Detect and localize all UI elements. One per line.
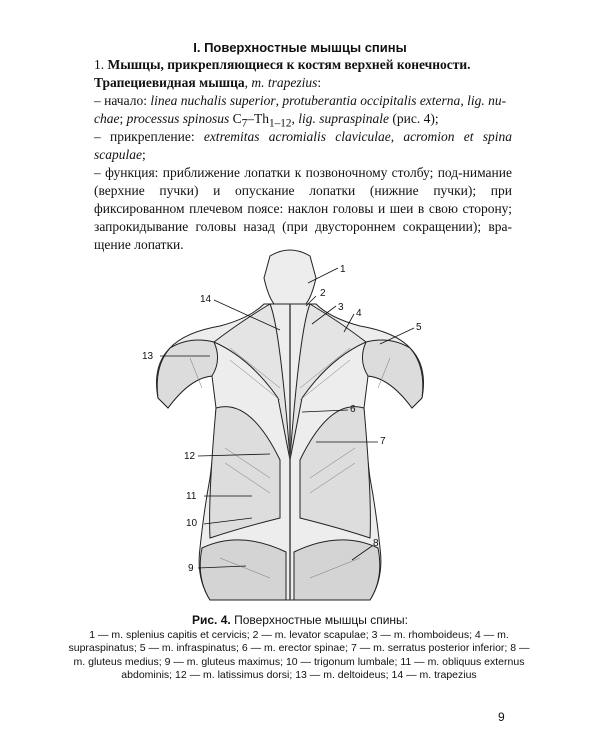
- insertion-sep: ,: [390, 129, 404, 144]
- origin-sep: ;: [119, 111, 127, 126]
- origin-ref: (рис. 4);: [389, 111, 439, 126]
- section-heading: I. Поверхностные мышцы спины: [193, 40, 407, 55]
- callout-label: 7: [380, 436, 386, 447]
- vertebra-c-sub: 7: [241, 117, 248, 130]
- vertebra-c: C: [229, 111, 242, 126]
- origin-term: chae: [94, 111, 120, 126]
- right-gluteus: [294, 540, 380, 600]
- back-muscles-illustration: [130, 248, 450, 608]
- origin-term: lig. supraspinale: [298, 111, 390, 126]
- insertion-label: – прикрепление:: [94, 129, 204, 144]
- figure-caption-legend: 1 — m. splenius capitis et cervicis; 2 — m. levator scapulae; 3 — m. rhomboideus; 4 — m. supraspinatus; 5 — m. infraspinatus; 6 — m. erector spinae; 7 — m. serratus posterior inferior; 8 — m. gluteus medius; 9 — m. gluteus maximus; 10 — trigonum lumbale; 11 — m. obliquus externus abdominis; 12 — m. latissimus dorsi; 13 — m. deltoideus; 14 — m. trapezius: [68, 629, 530, 682]
- callout-label: 8: [373, 538, 379, 549]
- subsection-heading: [94, 56, 512, 74]
- origin-term: processus spinosus: [126, 111, 230, 126]
- right-deltoid: [362, 340, 422, 408]
- subsection-number: 1.: [94, 57, 105, 72]
- vertebra-th: –Th: [247, 111, 270, 126]
- callout-label: 9: [188, 563, 194, 574]
- origin-term: lig. nu-: [467, 93, 507, 108]
- figure-label: Рис. 4.: [192, 613, 231, 627]
- callout-label: 14: [200, 294, 212, 305]
- callout-label: 1: [340, 264, 346, 275]
- callout-label: 10: [186, 518, 198, 529]
- function-paragraph: – функция: приближение лопатки к позвоночному столбу; под-нимание (верхние пучки) и опускание лопатки (нижние пучки); при фиксированном плечевом поясе: наклон головы и шеи в свою сторону; запрокидывание головы назад (при двустороннем сокращении); вра-щение лопатки.: [94, 165, 512, 252]
- vertebra-th-sub: 1–12: [269, 117, 292, 130]
- insertion-term: et spina scapulae: [94, 129, 512, 162]
- head-outline: [264, 250, 316, 304]
- origin-label: – начало:: [94, 93, 151, 108]
- anatomy-drawing: [157, 250, 424, 600]
- muscle-title: [94, 74, 512, 92]
- callout-label: 12: [184, 451, 196, 462]
- figure-title: Поверхностные мышцы спины:: [230, 613, 408, 627]
- page-number: 9: [498, 710, 505, 724]
- insertion-paragraph: [94, 128, 512, 164]
- origin-sep: ,: [460, 93, 468, 108]
- callout-label: 13: [142, 351, 154, 362]
- insertion-sep: ;: [142, 147, 146, 162]
- callout-label: 6: [350, 404, 356, 415]
- origin-paragraph: [94, 92, 512, 133]
- figure-caption-title: [0, 613, 600, 627]
- muscle-sep: ,: [244, 75, 252, 90]
- callout-label: 2: [320, 288, 326, 299]
- muscle-colon: :: [317, 75, 322, 90]
- insertion-term: acromion: [403, 129, 455, 144]
- insertion-term: extremitas acromialis claviculae: [203, 129, 391, 144]
- muscle-name: Трапециевидная мышца: [94, 75, 245, 90]
- muscle-latin: m. trapezius: [251, 75, 318, 90]
- callout-label: 3: [338, 302, 344, 313]
- insertion-sep: [455, 129, 464, 144]
- callout-label: 4: [356, 308, 362, 319]
- origin-sep: ,: [291, 111, 299, 126]
- origin-term: protuberantia occipitalis externa: [282, 93, 461, 108]
- callout-label: 5: [416, 322, 422, 333]
- left-deltoid: [157, 340, 217, 408]
- left-gluteus: [200, 540, 286, 600]
- origin-term: linea nuchalis superior: [150, 93, 276, 108]
- callout-label: 11: [186, 491, 197, 502]
- subsection-title: Мышцы, прикрепляющиеся к костям верхней конечности.: [107, 57, 471, 72]
- origin-sep: ,: [275, 93, 283, 108]
